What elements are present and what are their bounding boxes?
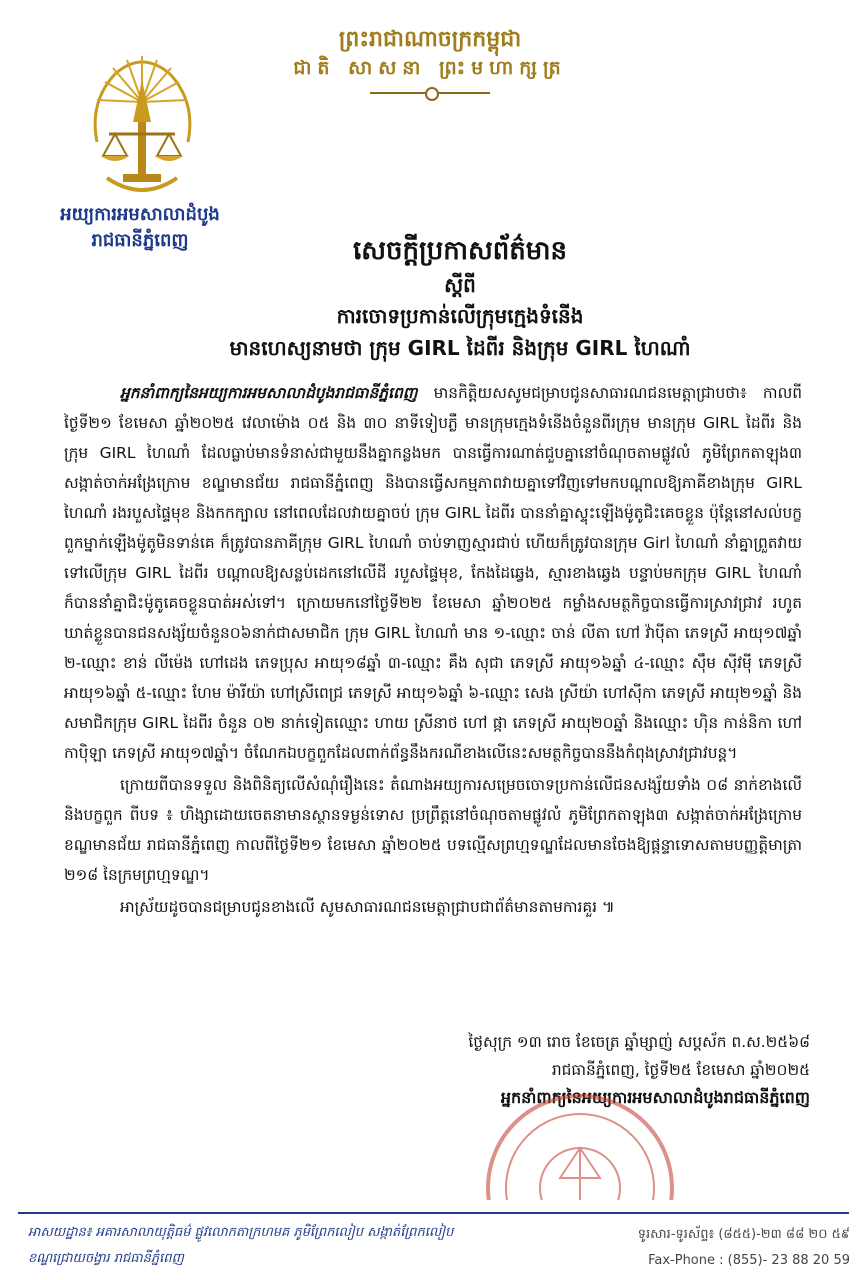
prosecution-emblem-icon — [85, 52, 200, 202]
phone-khmer: ទូរសារ-ទូរស័ព្ទ៖ (៨៥៥)-២៣ ៨៨ ២០ ៥៩ — [637, 1227, 850, 1242]
ornament-divider-icon — [370, 86, 490, 100]
lunar-date: ថ្ងៃសុក្រ ១៣ រោច ខែចេត្រ ឆ្នាំម្សាញ់ សប្តស័ក ព.ស.២៥៦៨ — [468, 1033, 810, 1051]
paragraph-2: ក្រោយពីបានទទួល និងពិនិត្យលើសំណុំរឿងនេះ តំណាងអយ្យការសម្រេចចោទប្រកាន់លើជនសង្ស័យទាំង ០៨ នាក់ខាងលើ និងបក្ខពួក ពីបទ ៖ ហិង្សាដោយចេតនាមានស្ថានទម្ងន់ទោស ប្រព្រឹត្តនៅចំណុចតាមផ្លូវលំ ភូមិព្រែកតាឡុង៣ សង្កាត់ចាក់អង្រែក្រោម ខណ្ឌមានជ័យ រាជធានីភ្នំពេញ កាលពីថ្ងៃទី២១ ខែមេសា ឆ្នាំ២០២៥ បទល្មើសព្រហ្មទណ្ឌដែលមានចែងឱ្យផ្តន្ទាទោសតាមបញ្ញត្តិមាត្រា ២១៨ នៃក្រមព្រហ្មទណ្ឌ។ — [64, 776, 802, 884]
office-name-line1: អយ្យការអមសាលាដំបូង — [60, 204, 220, 225]
address-line-2: ខណ្ឌជ្រោយចង្វារ រាជធានីភ្នំពេញ — [28, 1251, 184, 1266]
office-name-line2: រាជធានីភ្នំពេញ — [91, 230, 189, 251]
title-main: សេចក្តីប្រកាសព័ត៌មាន — [352, 236, 568, 266]
footer-contact — [600, 1222, 850, 1274]
footer-address — [28, 1220, 548, 1272]
paragraph-1-text: មានកិត្តិយសសូមជម្រាបជូនសាធារណជនមេត្តាជ្រាបថា៖ កាលពីថ្ងៃទី២១ ខែមេសា ឆ្នាំ២០២៥ វេលាម៉ោង ០៥ និង ៣០ នាទីទៀបភ្លឺ មានក្រុមក្មេងទំនើងចំនួនពីរក្រុម មានក្រុម GIRL ដៃពីរ និង ក្រុម GIRL ហៃណាំ ដែលធ្លាប់មានទំនាស់ជាមួយនឹងគ្នាកន្លងមក បានធ្វើការណាត់ជួបគ្នានៅចំណុចតាមផ្លូវលំ ភូមិព្រែកតាឡុង៣ សង្កាត់ចាក់អង្រែក្រោម ខណ្ឌមានជ័យ រាជធានីភ្នំពេញ និងបានធ្វើសកម្មភាពវាយគ្នាទៅវិញទៅមកបណ្តាលឱ្យភាគីខាងក្រុម GIRL ហៃណាំ រងរបួសផ្ទៃមុខ និងកកក្បាល នៅពេលដែលវាយគ្នាចប់ ក្រុម GIRL ដៃពីរ បាននាំគ្នាស្ទុះឡើងម៉ូតូជិះគេចខ្លួន ប៉ុន្តែនៅសល់បក្ខពួកម្នាក់ឡើងម៉ូតូមិនទាន់គេ ក៏ត្រូវបានភាគីក្រុម GIRL ហៃណាំ ចាប់ទាញស្មារជាប់ ហើយក៏ត្រូវបានក្រុម Girl ហៃណាំ នាំគ្នាព្រួតវាយទៅលើក្រុម GIRL ដៃពីរ បណ្តាលឱ្យសន្លប់ដេកនៅលើដី របួសផ្ទៃមុខ, កែងដៃឆ្វេង, ស្មារខាងឆ្វេង បន្ទាប់មកក្រុម GIRL ហៃណាំ ក៏បាននាំគ្នាជិះម៉ូតូគេចខ្លួនបាត់អស់ទៅ។ ក្រោយមកនៅថ្ងៃទី២២ ខែមេសា ឆ្នាំ២០២៥ កម្លាំងសមត្ថកិច្ចបានធ្វើការស្រាវជ្រាវ រហូតឃាត់ខ្លួនបានជនសង្ស័យចំនួន០៦នាក់ជាសមាជិក ក្រុម GIRL ហៃណាំ មាន ១-ឈ្មោះ ចាន់ លីតា ហៅ វ៉ាប៉ីតា ភេទស្រី អាយុ១៧ឆ្នាំ ២-ឈ្មោះ ខាន់ លីម៉េង ហៅដេង ភេទប្រុស អាយុ១៨ឆ្នាំ ៣-ឈ្មោះ គឹង សុជា ភេទស្រី អាយុ១៦ឆ្នាំ ៤-ឈ្មោះ ស៊ឹម ស៊ីវម៉ី ភេទស្រី អាយុ១៦ឆ្នាំ ៥-ឈ្មោះ ហែម ម៉ារីយ៉ា ហៅស្រីពេជ្រ ភេទស្រី អាយុ១៦ឆ្នាំ ៦-ឈ្មោះ សេង ស្រីយ៉ា ហៅស៊ីកា ភេទស្រី អាយុ២១ឆ្នាំ និងសមាជិកក្រុម GIRL ដៃពីរ ចំនួន ០២ នាក់ទៀតឈ្មោះ ហាយ ស្រីនាថ ហៅ ផ្កា ភេទស្រី អាយុ២០ឆ្នាំ និងឈ្មោះ ហ៊ិន កាន់និកា ហៅ កាប៉ិឡា ភេទស្រី អាយុ១៧ឆ្នាំ។ ចំណែកឯបក្ខពួកដែលពាក់ព័ន្ធនឹងករណីខាងលើនេះសមត្ថកិច្ចបាននឹងកំពុងស្រាវជ្រាវបន្ត។ — [64, 384, 802, 762]
document-title — [150, 232, 770, 364]
document-body — [64, 378, 802, 924]
title-subject-line1: ការចោទប្រកាន់លើក្រុមក្មេងទំនើង — [336, 304, 584, 328]
phone-english: Fax-Phone : (855)- 23 88 20 59 — [648, 1253, 850, 1268]
national-motto: ជាតិ សាសនា ព្រះមហាក្សត្រ — [293, 57, 567, 79]
kingdom-header — [280, 26, 580, 100]
signatory-title: អ្នកនាំពាក្យនៃអយ្យការអមសាលាដំបូងរាជធានីភ្នំពេញ — [500, 1088, 810, 1107]
kingdom-name: ព្រះរាជាណាចក្រកម្ពុជា — [338, 27, 522, 52]
title-about: ស្តីពី — [444, 273, 476, 297]
footer-divider — [18, 1212, 849, 1214]
address-line-1: អាសយដ្ឋាន៖ អគារសាលាយុត្តិធម៌ ផ្លូវលោកតាក្រហមគ ភូមិព្រែកលៀប សង្កាត់ព្រែកលៀប — [28, 1225, 454, 1240]
paragraph-1-lead: អ្នកនាំពាក្យនៃអយ្យការអមសាលាដំបូងរាជធានីភ្នំពេញ — [120, 384, 418, 402]
official-seal-stamp-icon — [480, 1088, 680, 1200]
paragraph-1 — [64, 378, 802, 768]
paragraph-3: អាស្រ័យដូចបានជម្រាបជូនខាងលើ សូមសាធារណជនមេត្តាជ្រាបជាព័ត៌មានតាមការគួរ ៕ — [120, 898, 615, 916]
issue-date: រាជធានីភ្នំពេញ, ថ្ងៃទី២៥ ខែមេសា ឆ្នាំ២០២៥ — [551, 1061, 810, 1079]
title-subject-line2: មានហេស្យនាមថា ក្រុម GIRL ដៃពីរ និងក្រុម GIRL ហៃណាំ — [229, 336, 691, 360]
